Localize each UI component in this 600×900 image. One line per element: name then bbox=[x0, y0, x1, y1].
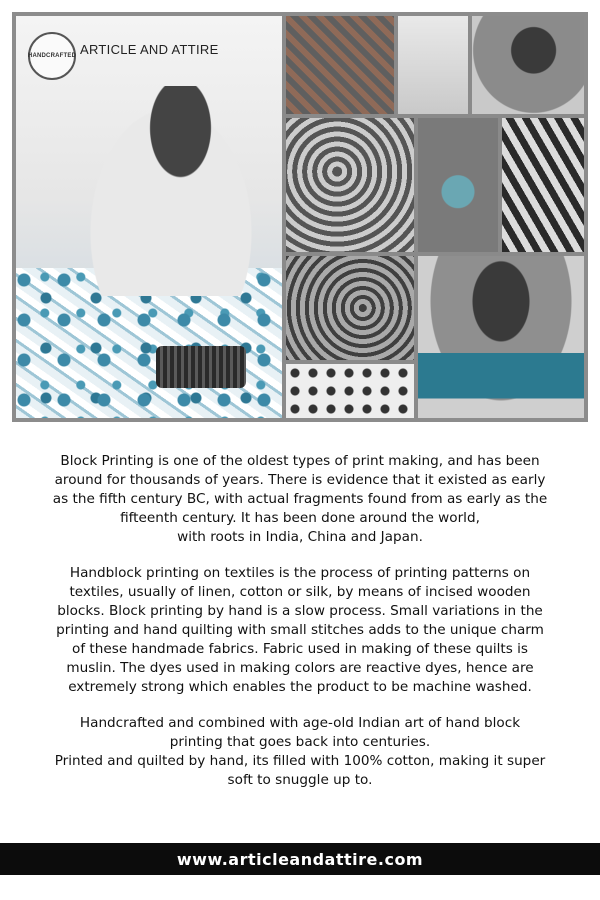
handcrafted-logo bbox=[28, 32, 76, 80]
collage-photo-dot-pattern bbox=[286, 364, 414, 418]
text-line: blocks. Block printing by hand is a slow process. Small variations in the bbox=[57, 603, 543, 619]
text-line: as the fifth century BC, with actual fragments found from as early as the bbox=[52, 491, 548, 507]
text-line: printing that goes back into centuries. bbox=[169, 734, 431, 750]
paragraph-process bbox=[28, 564, 572, 697]
wooden-block bbox=[156, 346, 246, 388]
collage-photo-blocks bbox=[286, 16, 394, 114]
text-line: Handcrafted and combined with age-old Indian art of hand block bbox=[79, 715, 521, 731]
collage-photo-carved-block bbox=[286, 118, 414, 252]
text-line: extremely strong which enables the product to be machine washed. bbox=[68, 679, 532, 695]
brand-name: ARTICLE AND ATTIRE bbox=[80, 42, 219, 57]
text-line: Block Printing is one of the oldest types of print making, and has been bbox=[60, 453, 540, 469]
collage-photo-print-sheet bbox=[398, 16, 468, 114]
text-line: of these handmade fabrics. Fabric used in making of these quilts is bbox=[72, 641, 528, 657]
collage-photo-zigzag-fabric bbox=[502, 118, 584, 252]
artisan-block-printing-photo bbox=[16, 16, 282, 418]
website-link[interactable]: www.articleandattire.com bbox=[176, 849, 424, 869]
footer-bar bbox=[0, 843, 600, 875]
text-line: soft to snuggle up to. bbox=[227, 772, 373, 788]
collage-photo-artisan-printing bbox=[418, 256, 584, 418]
collage-photo-dye-block bbox=[418, 118, 498, 252]
collage-photo-carving-tool bbox=[286, 256, 414, 360]
text-line: with roots in India, China and Japan. bbox=[177, 529, 423, 545]
paragraph-history bbox=[28, 452, 572, 547]
text-line: muslin. The dyes used in making colors are reactive dyes, hence are bbox=[66, 660, 534, 676]
photo-collage bbox=[12, 12, 588, 422]
logo-text: HANDCRAFTED bbox=[27, 53, 77, 59]
paragraph-product bbox=[28, 714, 572, 790]
text-line: fifteenth century. It has been done around the world, bbox=[120, 510, 480, 526]
text-line: Printed and quilted by hand, its filled with 100% cotton, making it super bbox=[54, 753, 546, 769]
artisan-figure bbox=[76, 86, 266, 296]
text-line: around for thousands of years. There is evidence that it existed as early bbox=[54, 472, 546, 488]
text-line: textiles, usually of linen, cotton or silk, by means of incised wooden bbox=[69, 584, 531, 600]
collage-photo-artisan-carving bbox=[472, 16, 584, 114]
text-line: printing and hand quilting with small stitches adds to the unique charm bbox=[56, 622, 544, 638]
text-line: Handblock printing on textiles is the process of printing patterns on bbox=[69, 565, 531, 581]
description-text bbox=[28, 452, 572, 807]
